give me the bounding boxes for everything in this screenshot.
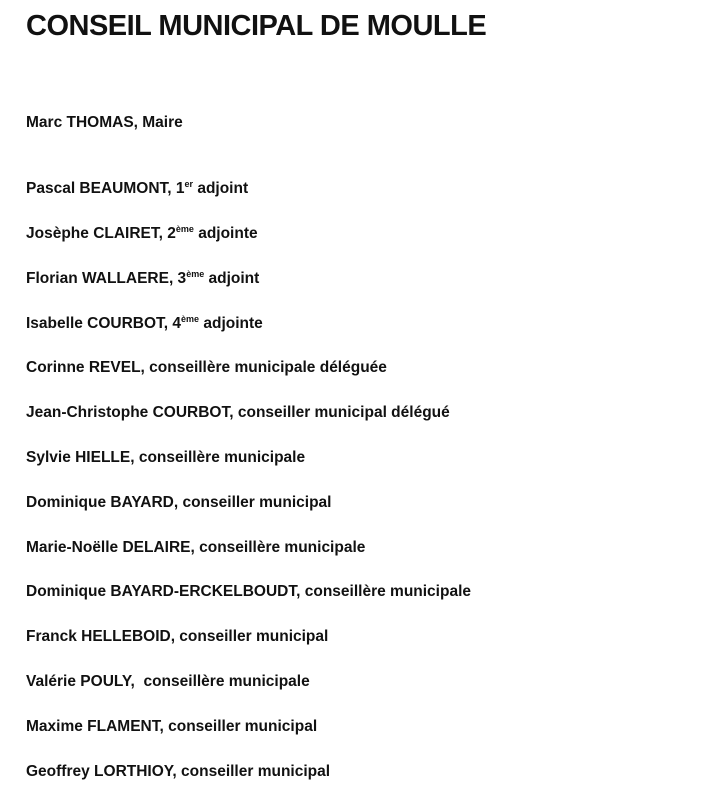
ordinal-suffix: er xyxy=(184,179,194,189)
member-role: adjoint xyxy=(204,270,260,287)
member-line: Corinne REVEL, conseillère municipale déléguée xyxy=(26,359,387,376)
member-role: adjointe xyxy=(193,225,258,242)
member-line-fourth-deputy xyxy=(26,314,263,334)
member-line: Dominique BAYARD, conseiller municipal xyxy=(26,494,332,511)
ordinal-suffix: ème xyxy=(186,269,205,279)
ordinal-suffix: ème xyxy=(175,224,194,234)
member-line-second-deputy xyxy=(26,224,258,244)
member-name: Isabelle COURBOT, 4 xyxy=(26,315,182,332)
member-line: Marie-Noëlle DELAIRE, conseillère municipale xyxy=(26,539,366,556)
member-name: Pascal BEAUMONT, 1 xyxy=(26,180,185,197)
member-line: Sylvie HIELLE, conseillère municipale xyxy=(26,449,306,466)
member-name: Florian WALLAERE, 3 xyxy=(26,270,187,287)
member-line-first-deputy xyxy=(26,179,248,199)
member-line: Maxime FLAMENT, conseiller municipal xyxy=(26,718,318,735)
page-title: CONSEIL MUNICIPAL DE MOULLE xyxy=(26,10,487,42)
member-role: adjoint xyxy=(193,180,249,197)
member-line-third-deputy xyxy=(26,269,259,289)
member-line: Geoffrey LORTHIOY, conseiller municipal xyxy=(26,763,331,780)
member-role: adjointe xyxy=(199,315,263,332)
member-name: Josèphe CLAIRET, 2 xyxy=(26,225,176,242)
mayor-line: Marc THOMAS, Maire xyxy=(26,114,183,131)
ordinal-suffix: ème xyxy=(181,314,200,324)
member-line: Valérie POULY, conseillère municipale xyxy=(26,673,310,690)
member-line: Franck HELLEBOID, conseiller municipal xyxy=(26,628,329,645)
member-line: Jean-Christophe COURBOT, conseiller municipal délégué xyxy=(26,404,450,421)
member-line: Dominique BAYARD-ERCKELBOUDT, conseillère municipale xyxy=(26,583,471,600)
